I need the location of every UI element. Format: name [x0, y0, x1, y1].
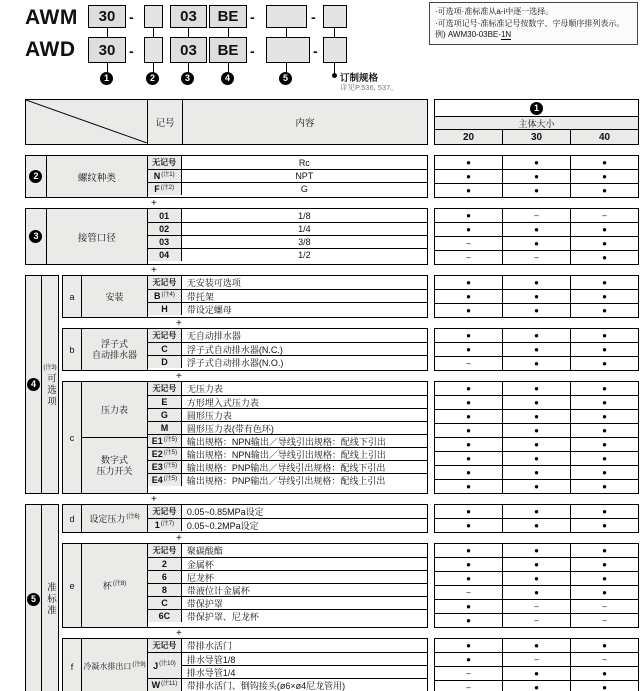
callout-4: 4 [221, 72, 234, 85]
availability-dot: – [502, 614, 570, 627]
availability-dot: ● [502, 667, 570, 680]
code-box-empty [323, 37, 347, 63]
row-content: 输出规格：PNP输出／导线引出规格：配线上引出 [182, 473, 427, 486]
section-thread-type [25, 155, 642, 198]
row-content: 无安装可选项 [182, 276, 427, 289]
availability-dot: ● [502, 357, 570, 370]
availability-dot: ● [570, 586, 638, 599]
availability-dot: ● [502, 237, 570, 250]
availability-dot: ● [466, 158, 471, 167]
option-group-set-pressure [62, 504, 639, 533]
note-example-prefix: 例) AWM30-03BE- [435, 30, 501, 40]
row-symbol: 8 [148, 583, 182, 596]
row-content: 0.05~0.85MPa设定 [182, 505, 427, 518]
row-symbol: 2 [148, 557, 182, 570]
row-content: 无自动排水器 [182, 329, 427, 342]
code-box-empty [323, 5, 347, 28]
availability-dot: ● [570, 170, 638, 183]
row-symbol: C [148, 596, 182, 609]
options-side-label [25, 275, 59, 494]
section-semi-standard [25, 504, 642, 691]
row-content: G [182, 182, 427, 195]
connector-line [188, 63, 189, 72]
availability-dot: ● [466, 186, 471, 195]
symbol-column [148, 156, 182, 197]
availability-dot: ● [570, 505, 638, 518]
availability-box [434, 504, 639, 533]
note-example [435, 29, 632, 41]
section-label: 接管口径 [47, 209, 148, 264]
row-content: 输出规格：NPN输出／导线引出规格：配线上引出 [182, 447, 427, 460]
availability-dot: ● [502, 170, 570, 183]
row-symbol: B (注4) [148, 289, 182, 302]
row-symbol: G [148, 408, 182, 421]
option-group-auto-drain [62, 328, 639, 371]
row-symbol: E4 (注5) [148, 473, 182, 486]
availability-dot: – [570, 209, 638, 222]
availability-dot: ● [502, 558, 570, 571]
row-content: 带排水活门 [182, 639, 427, 652]
plus-separator: + [151, 264, 157, 276]
ordering-table [0, 99, 642, 691]
plus-separator: + [176, 317, 182, 329]
plus-separator: + [151, 197, 157, 209]
row-content: 聚碳酸酯 [182, 544, 427, 557]
callout-1-icon: 1 [530, 102, 543, 115]
row-symbol: 无记号 [148, 329, 182, 342]
availability-dot: ● [466, 331, 471, 340]
availability-dot: ● [570, 667, 638, 680]
availability-dot: ● [570, 424, 638, 437]
availability-dot: ● [502, 410, 570, 423]
availability-box [434, 543, 639, 628]
table-header-right [434, 99, 639, 145]
availability-dot: ● [466, 384, 471, 393]
availability-box [434, 155, 639, 198]
row-symbol: M [148, 421, 182, 434]
availability-dot: – [466, 239, 471, 248]
row-symbol: 无记号 [148, 276, 182, 289]
availability-box [434, 328, 639, 371]
availability-dot: ● [466, 225, 471, 234]
code-box-empty [266, 5, 307, 28]
made-to-order-ref: 详见P.536, 537。 [340, 83, 398, 92]
row-symbol: 无记号 [148, 544, 182, 557]
availability-dot: ● [570, 184, 638, 197]
availability-dot: ● [570, 466, 638, 479]
size-40: 40 [570, 130, 638, 144]
table-header [25, 99, 642, 145]
vertical-label: (注3) 可选项 [43, 364, 57, 408]
availability-dot: ● [502, 572, 570, 585]
callout-5: 5 [279, 72, 292, 85]
availability-dot: ● [466, 602, 471, 611]
row-symbol: 02 [148, 222, 182, 235]
availability-dot: ● [466, 412, 471, 421]
availability-dot: ● [466, 641, 471, 650]
code-box-empty [266, 37, 310, 63]
row-content: 带液位计金属杯 [182, 583, 427, 596]
row-symbol: 01 [148, 209, 182, 222]
availability-dot: ● [466, 172, 471, 181]
section-options [25, 275, 642, 494]
availability-dot: ● [570, 452, 638, 465]
row-content: 无压力表 [182, 382, 427, 395]
availability-dot: ● [570, 343, 638, 356]
group-label-gauge: 压力表 [100, 405, 128, 415]
row-symbol: 无记号 [148, 639, 182, 652]
availability-box [434, 275, 639, 318]
availability-dot: – [466, 683, 471, 691]
availability-dot: ● [570, 438, 638, 451]
availability-dot: ● [570, 681, 638, 691]
code-box-empty [144, 37, 163, 63]
connector-line [228, 28, 229, 37]
availability-dot: ● [502, 304, 570, 317]
code-dash: - [250, 9, 255, 25]
row-symbol: 无记号 [148, 382, 182, 395]
section-port-size [25, 208, 642, 265]
plus-separator: + [176, 627, 182, 639]
availability-dot: ● [502, 438, 570, 451]
availability-box [434, 381, 639, 494]
availability-dot: ● [466, 454, 471, 463]
group-letter: d [63, 505, 82, 532]
availability-dot: – [466, 588, 471, 597]
availability-dot: ● [466, 398, 471, 407]
made-to-order-label: 订制规格 [340, 73, 379, 84]
availability-dot: ● [570, 519, 638, 532]
group-letter: a [63, 276, 82, 317]
availability-dot: ● [502, 396, 570, 409]
row-content: 带托架 [182, 289, 427, 302]
group-label: 冷凝水排出口 (注9) [83, 662, 146, 671]
availability-dot: ● [466, 345, 471, 354]
callout-1: 1 [100, 72, 113, 85]
availability-dot: ● [502, 276, 570, 289]
symbol-column [148, 209, 182, 264]
availability-dot: ● [502, 466, 570, 479]
availability-dot: ● [502, 519, 570, 532]
row-symbol: F (注2) [148, 182, 182, 195]
row-symbol: E3 (注5) [148, 460, 182, 473]
row-symbol: N (注1) [148, 169, 182, 182]
row-symbol: E1 (注5) [148, 434, 182, 447]
row-content: 圆形压力表(带有色环) [182, 421, 427, 434]
vertical-label: 准标准 [45, 582, 56, 617]
symbol-column-header: 记号 [148, 100, 183, 144]
row-content: 带排水活门、倒钩接头(ø6×ø4尼龙管用) [182, 678, 427, 691]
connector-line [188, 28, 189, 37]
connector-line [286, 63, 287, 72]
availability-dot: ● [502, 544, 570, 557]
availability-dot: ● [502, 480, 570, 493]
availability-dot: ● [502, 156, 570, 169]
row-content: 带保护罩、尼龙杯 [182, 609, 427, 622]
row-symbol: W (注11) [148, 678, 182, 691]
availability-dot: ● [502, 382, 570, 395]
availability-dot: ● [570, 237, 638, 250]
availability-dot: ● [570, 251, 638, 264]
body-size-values [435, 129, 638, 144]
code-box-port: 03 [170, 37, 207, 63]
availability-dot: ● [502, 343, 570, 356]
row-symbol: 6 [148, 570, 182, 583]
code-dash: - [129, 9, 134, 25]
option-group-bowl [62, 543, 639, 628]
availability-dot: ● [466, 521, 471, 530]
row-content: 1/8 [182, 209, 427, 222]
connector-line [107, 63, 108, 72]
row-content: Rc [182, 156, 427, 169]
connector-line [334, 28, 335, 37]
note-line-2: ·可选项记号·准标准记号按数字、字母顺序排列表示。 [435, 18, 625, 28]
row-symbol: 无记号 [148, 505, 182, 518]
body-size-label: 主体大小 [435, 116, 638, 129]
availability-dot: ● [466, 507, 471, 516]
group-letter: c [63, 382, 82, 493]
size-30: 30 [502, 130, 570, 144]
plus-separator: + [176, 370, 182, 382]
availability-dot: ● [570, 304, 638, 317]
content-column-header: 内容 [295, 118, 315, 129]
row-content: 输出规格：NPN输出／导线引出规格：配线下引出 [182, 434, 427, 447]
row-content: 1/2 [182, 248, 427, 261]
availability-box [434, 208, 639, 265]
row-symbol: H [148, 302, 182, 315]
group-label: 浮子式 自动排水器 [91, 339, 137, 360]
group-letter: f [63, 639, 82, 691]
availability-dot: ● [570, 357, 638, 370]
availability-dot: ● [502, 681, 570, 691]
connector-line [286, 28, 287, 37]
code-box-option: BE [209, 5, 247, 28]
availability-dot: ● [570, 639, 638, 652]
availability-dot: ● [502, 184, 570, 197]
availability-dot: ● [570, 156, 638, 169]
availability-dot: – [570, 614, 638, 627]
availability-dot: – [502, 209, 570, 222]
note-example-highlight: 1N [500, 30, 512, 40]
row-content: 输出规格：PNP输出／导线引出规格：配线下引出 [182, 460, 427, 473]
section-callout: 2 [26, 156, 47, 197]
note-line-1: ·可选项·准标准从a-i中逐一选择。 [435, 7, 554, 16]
availability-dot: ● [466, 468, 471, 477]
availability-dot: ● [570, 396, 638, 409]
connector-line [153, 63, 154, 72]
availability-dot: ● [466, 440, 471, 449]
section-label: 螺纹种类 [47, 156, 148, 197]
connector-line [228, 63, 229, 72]
availability-dot: ● [502, 290, 570, 303]
availability-dot: ● [570, 276, 638, 289]
availability-dot: – [502, 653, 570, 666]
semi-standard-side-label [25, 504, 59, 691]
availability-dot: ● [502, 223, 570, 236]
availability-dot: ● [502, 639, 570, 652]
availability-dot: ● [570, 544, 638, 557]
code-box-size: 30 [88, 5, 126, 28]
availability-dot: ● [570, 382, 638, 395]
diagonal-line [26, 100, 147, 143]
row-content: 浮子式自动排水器(N.O.) [182, 355, 427, 368]
section-callout: 3 [26, 209, 47, 264]
row-symbol: 6C [148, 609, 182, 622]
connector-line [107, 28, 108, 37]
diagonal-cell [26, 100, 148, 144]
plus-separator: + [176, 532, 182, 544]
availability-dot: – [502, 251, 570, 264]
code-box-port: 03 [170, 5, 207, 28]
availability-dot: – [466, 359, 471, 368]
row-content: 尼龙杯 [182, 570, 427, 583]
availability-dot: ● [466, 211, 471, 220]
group-label-switch: 数字式 压力开关 [82, 437, 147, 493]
callout-3: 3 [181, 72, 194, 85]
code-dash: - [129, 43, 134, 59]
option-group-mounting [62, 275, 639, 318]
availability-dot: – [466, 253, 471, 262]
availability-dot: ● [570, 329, 638, 342]
availability-dot: – [570, 600, 638, 613]
row-content: 0.05~0.2MPa设定 [182, 518, 427, 531]
row-symbol: 03 [148, 235, 182, 248]
model-name-awm: AWM [25, 6, 78, 29]
row-symbol: 04 [148, 248, 182, 261]
row-symbol: D [148, 355, 182, 368]
availability-dot: ● [466, 655, 471, 664]
option-group-pressure-gauge [62, 381, 639, 494]
callout-2: 2 [146, 72, 159, 85]
bullet-icon [332, 73, 337, 78]
content-column [182, 209, 427, 264]
body-size-callout [435, 100, 638, 116]
spacer [0, 145, 642, 155]
code-box-size: 30 [88, 37, 126, 63]
model-name-awd: AWD [25, 38, 76, 61]
availability-dot: ● [570, 290, 638, 303]
availability-dot: ● [570, 480, 638, 493]
availability-dot: ● [502, 329, 570, 342]
row-symbol: C [148, 342, 182, 355]
code-dash: - [313, 43, 318, 59]
size-20: 20 [462, 131, 475, 143]
code-dash: - [311, 9, 316, 25]
code-box-empty [144, 5, 163, 28]
group-label: 设定压力 (注6) [89, 514, 140, 524]
availability-dot: ● [570, 410, 638, 423]
availability-dot: – [466, 669, 471, 678]
row-content: 排水导管1/8 [182, 652, 427, 665]
availability-dot: – [570, 653, 638, 666]
group-letter: e [63, 544, 82, 627]
availability-dot: ● [502, 452, 570, 465]
row-content: 3/8 [182, 235, 427, 248]
availability-dot: ● [466, 574, 471, 583]
connector-line [153, 28, 154, 37]
row-symbol: E2 (注5) [148, 447, 182, 460]
code-box-option: BE [209, 37, 247, 63]
plus-separator: + [151, 493, 157, 505]
availability-dot: ● [466, 426, 471, 435]
row-symbol: 无记号 [148, 156, 182, 169]
row-content: 1/4 [182, 222, 427, 235]
table-header-left [25, 99, 428, 145]
row-content: 金属杯 [182, 557, 427, 570]
content-column [182, 156, 427, 197]
availability-dot: ● [502, 586, 570, 599]
availability-dot: ● [466, 560, 471, 569]
row-content: 排水导管1/4 [182, 665, 427, 678]
availability-dot: ● [502, 505, 570, 518]
row-content: 浮子式自动排水器(N.C.) [182, 342, 427, 355]
availability-dot: – [502, 600, 570, 613]
selection-note-box [429, 2, 638, 45]
row-content: 带设定螺母 [182, 302, 427, 315]
group-letter: b [63, 329, 82, 370]
availability-dot: ● [502, 424, 570, 437]
row-symbol: 1 (注7) [148, 518, 182, 531]
row-content: 圆形压力表 [182, 408, 427, 421]
availability-box [434, 638, 639, 691]
availability-dot: ● [466, 278, 471, 287]
availability-dot: ● [466, 306, 471, 315]
availability-dot: ● [570, 558, 638, 571]
code-dash: - [250, 43, 255, 59]
section-callout: 4 [26, 276, 42, 493]
option-group-drain-port [62, 638, 639, 691]
group-label: 安装 [105, 292, 124, 302]
availability-dot: ● [466, 482, 471, 491]
availability-dot: ● [466, 546, 471, 555]
row-symbol: E [148, 395, 182, 408]
availability-dot: ● [570, 223, 638, 236]
availability-dot: ● [570, 572, 638, 585]
row-symbol: J (注10) [148, 652, 182, 678]
group-label: 杯 (注8) [102, 581, 127, 591]
row-content: NPT [182, 169, 427, 182]
section-callout: 5 [26, 505, 42, 691]
availability-dot: ● [466, 292, 471, 301]
row-content: 方形埋入式压力表 [182, 395, 427, 408]
availability-dot: ● [466, 616, 471, 625]
row-content: 带保护罩 [182, 596, 427, 609]
